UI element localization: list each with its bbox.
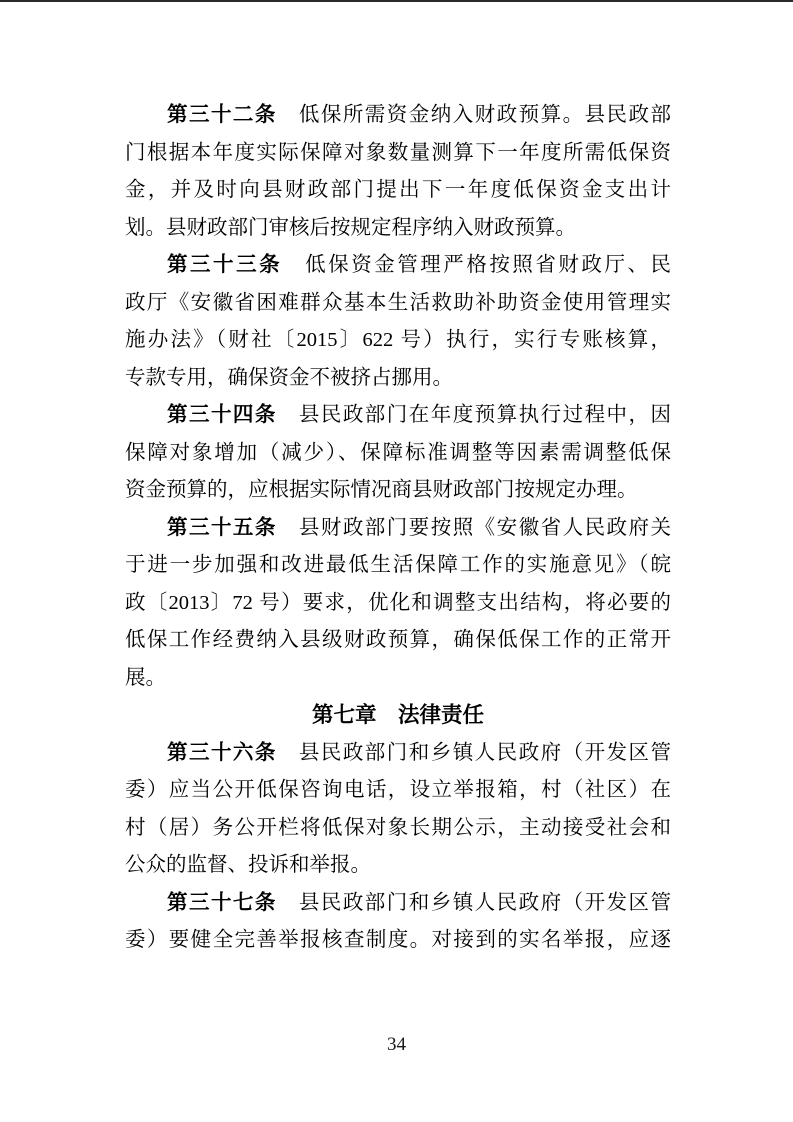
text-line: 保障对象增加（减少）、保障标准调整等因素需调整低保 <box>125 441 671 464</box>
text-line: 资金预算的，应根据实际情况商县财政部门按规定办理。 <box>125 479 638 501</box>
text-line: 委）要健全完善举报核查制度。对接到的实名举报，应逐 <box>125 929 671 951</box>
text-line: 村（居）务公开栏将低保对象长期公示，主动接受社会和 <box>125 816 671 839</box>
text-line: 于进一步加强和改进最低生活保障工作的实施意见》（皖 <box>125 554 671 576</box>
article-paragraph-32 <box>125 97 671 247</box>
line-text: 县民政部门在年度预算执行过程中，因 <box>276 404 671 426</box>
article-paragraph-36 <box>125 735 671 885</box>
article-term: 第三十七条 <box>167 891 277 914</box>
text-line: 政〔2013〕72 号）要求，优化和调整支出结构，将必要的 <box>125 591 671 614</box>
text-line: 施办法》（财社〔2015〕622 号）执行，实行专账核算， <box>125 329 671 351</box>
text-line <box>125 397 671 435</box>
text-line: 低保工作经费纳入县级财政预算，确保低保工作的正常开 <box>125 629 671 651</box>
text-line <box>125 510 671 548</box>
page-top-border <box>0 0 793 2</box>
chapter-heading: 第七章 法律责任 <box>311 703 484 728</box>
article-term: 第三十三条 <box>167 254 283 276</box>
article-term: 第三十四条 <box>167 404 277 426</box>
line-text: 县民政部门和乡镇人民政府（开发区管 <box>276 891 671 914</box>
line-text: 县民政部门和乡镇人民政府（开发区管 <box>276 741 671 764</box>
line-text: 低保所需资金纳入财政预算。县民政部 <box>276 104 671 126</box>
text-line: 展。 <box>125 666 166 689</box>
page-number: 34 <box>387 1034 406 1055</box>
text-line: 专款专用，确保资金不被挤占挪用。 <box>125 366 453 389</box>
text-line <box>125 735 671 773</box>
document-body <box>125 97 671 960</box>
line-text: 低保资金管理严格按照省财政厅、民 <box>282 254 671 276</box>
article-term: 第三十五条 <box>167 516 277 539</box>
text-line: 公众的监督、投诉和举报。 <box>125 854 371 876</box>
text-line: 金，并及时向县财政部门提出下一年度低保资金支出计 <box>125 179 671 201</box>
text-line: 委）应当公开低保咨询电话，设立举报箱，村（社区）在 <box>125 779 671 801</box>
text-line <box>125 247 671 285</box>
text-line: 门根据本年度实际保障对象数量测算下一年度所需低保资 <box>125 141 671 164</box>
article-paragraph-37 <box>125 885 671 960</box>
article-term: 第三十六条 <box>167 741 277 764</box>
article-paragraph-34 <box>125 397 671 510</box>
line-text: 县财政部门要按照《安徽省人民政府关 <box>276 516 671 539</box>
article-paragraph-33 <box>125 247 671 397</box>
text-line: 划。县财政部门审核后按规定程序纳入财政预算。 <box>125 216 576 239</box>
text-line <box>125 97 671 135</box>
text-line <box>125 885 671 923</box>
text-line: 政厅《安徽省困难群众基本生活救助补助资金使用管理实 <box>125 291 671 314</box>
article-term: 第三十二条 <box>167 104 277 126</box>
article-paragraph-35 <box>125 510 671 698</box>
